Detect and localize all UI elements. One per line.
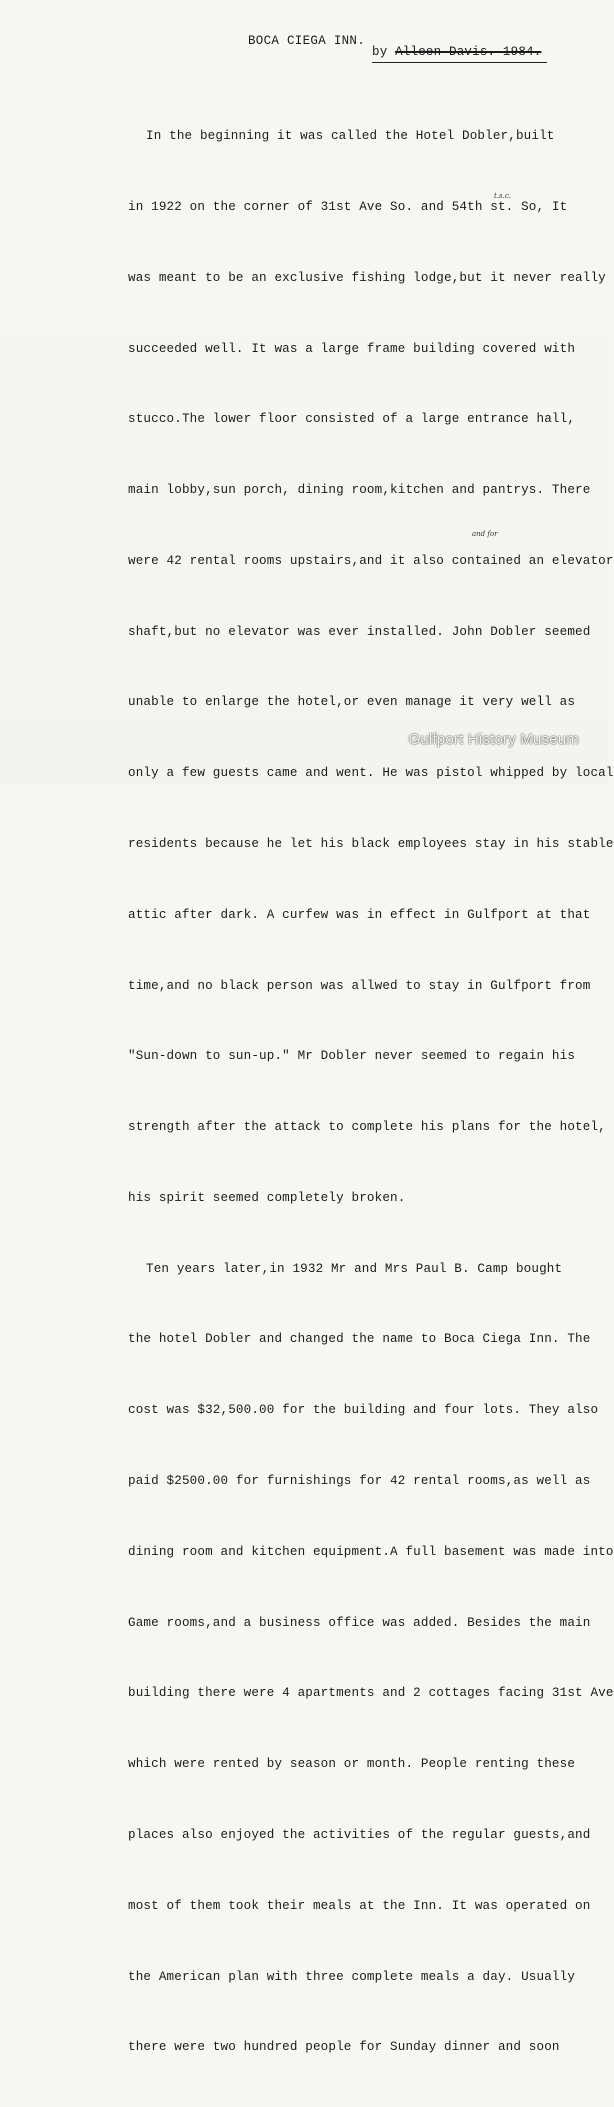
body-line: most of them took their meals at the Inn. It was operated on [128,1898,591,1913]
corner-smudge [10,18,80,88]
body-line: shaft,but no elevator was ever installed. John Dobler seemed [128,624,591,639]
body-line: time,and no black person was allwed to stay in Gulfport from [128,978,591,993]
body-line: there were two hundred people for Sunday dinner and soon [128,2040,560,2055]
body-line: was meant to be an exclusive fishing lodge,but it never really [128,270,606,285]
museum-watermark: Gulfport History Museum [408,731,579,748]
handwritten-note: and for [472,530,498,538]
body-line: building there were 4 apartments and 2 cottages facing 31st Ave [128,1686,614,1701]
body-line: Game rooms,and a business office was added. Besides the main [128,1615,591,1630]
document-body [128,78,614,2107]
body-line: paid $2500.00 for furnishings for 42 rental rooms,as well as [128,1474,591,1489]
body-line: places also enjoyed the activities of the regular guests,and [128,1827,591,1842]
body-line: his spirit seemed completely broken. [128,1190,406,1205]
body-line: were 42 rental rooms upstairs,and it also contained an elevator [128,553,614,568]
body-line: which were rented by season or month. People renting these [128,1757,576,1772]
body-line: "Sun-down to sun-up." Mr Dobler never seemed to regain his [128,1049,576,1064]
body-line: the American plan with three complete meals a day. Usually [128,1969,576,1984]
body-line: the hotel Dobler and changed the name to Boca Ciega Inn. The [128,1332,591,1347]
body-line: dining room and kitchen equipment.A full basement was made into [128,1544,614,1559]
body-line: succeeded well. It was a large frame building covered with [128,341,576,356]
byline [372,45,541,59]
body-line: residents because he let his black employees stay in his stable [128,837,614,851]
body-line: stucco.The lower floor consisted of a large entrance hall, [128,412,576,427]
body-line: main lobby,sun porch, dining room,kitchen and pantrys. There [128,483,591,498]
body-line: cost was $32,500.00 for the building and four lots. They also [128,1403,599,1418]
byline-underline [372,62,547,63]
handwritten-note: t.s.c. [494,192,512,200]
body-line: unable to enlarge the hotel,or even manage it very well as [128,695,576,710]
body-line: in 1922 on the corner of 31st Ave So. and 54th st. So, It [128,199,568,214]
body-line: only a few guests came and went. He was pistol whipped by local [128,766,614,781]
body-line: strength after the attack to complete his plans for the hotel, [128,1120,606,1135]
document-title: BOCA CIEGA INN. [248,34,366,48]
body-line: attic after dark. A curfew was in effect in Gulfport at that [128,907,591,922]
byline-author-struck: Alleen Davis. 1984. [395,45,542,59]
body-line: In the beginning it was called the Hotel Dobler,built [146,129,555,144]
byline-prefix: by [372,45,388,59]
body-line: Ten years later,in 1932 Mr and Mrs Paul B. Camp bought [146,1261,563,1276]
